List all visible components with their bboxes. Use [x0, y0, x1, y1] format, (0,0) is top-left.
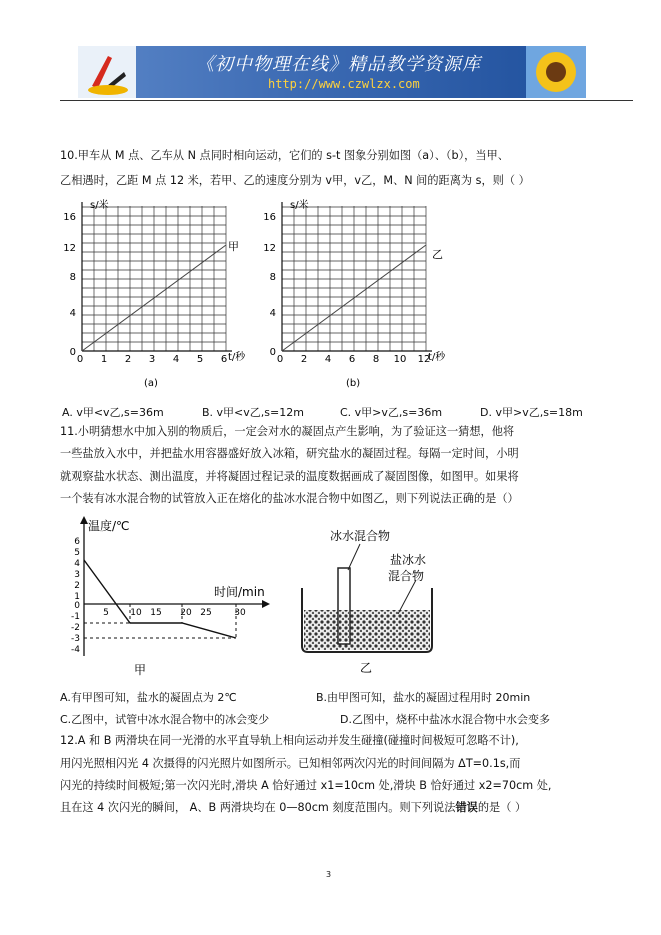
- xtick: 4: [324, 354, 332, 365]
- fig-jia-caption: 甲: [134, 663, 147, 677]
- q12-text-line4-start: 且在这 4 次闪光的瞬间， A、B 两滑块均在 0—80cm 刻度范围内。则下列说法: [60, 801, 456, 814]
- xtick: 8: [372, 354, 380, 365]
- xtick: 5: [103, 608, 109, 618]
- xtick: 6: [220, 354, 228, 365]
- q12-text-line2: 用闪光照相闪光 4 次摄得的闪光照片如图所示。已知相邻两次闪光的时间间隔为 ΔT=0.1s,而: [60, 757, 521, 770]
- ytick: -4: [71, 645, 80, 655]
- ytick: 2: [74, 581, 80, 591]
- graph-b-ylabel: s/米: [290, 200, 309, 211]
- xtick: 4: [172, 354, 180, 365]
- fig-yi-label1: 冰水混合物: [330, 529, 391, 543]
- q12-text-line3: 闪光的持续时间极短;第一次闪光时,滑块 A 恰好通过 x1=10cm 处,滑块 B 恰好通过 x2=70cm 处,: [60, 779, 552, 792]
- q11-option-b: B.由甲图可知，盐水的凝固过程用时 20min: [316, 691, 531, 704]
- q12-text-line4: [60, 801, 526, 815]
- ytick: 4: [269, 308, 276, 319]
- ytick: 1: [74, 592, 80, 602]
- ytick: 6: [74, 537, 80, 547]
- graph-a-xlabel: t/秒: [228, 352, 246, 363]
- fig-yi-caption: 乙: [360, 661, 373, 675]
- q11-option-a: A.有甲图可知，盐水的凝固点为 2℃: [60, 691, 237, 704]
- xtick: 5: [196, 354, 204, 365]
- ytick: 16: [263, 212, 276, 223]
- xtick: 25: [200, 608, 212, 618]
- sunflower-icon: [526, 46, 586, 98]
- q11-text-line2: 一些盐放入水中，并把盐水用容器盛好放入冰箱，研究盐水的凝固过程。每隔一定时间，小明: [60, 447, 519, 460]
- graph-b-series-label: 乙: [432, 248, 443, 261]
- figure-jia: [64, 514, 290, 678]
- ytick: 0: [74, 601, 80, 611]
- q10-option-c: C. v甲>v乙,s=36m: [340, 406, 443, 419]
- q10-option-a: A. v甲<v乙,s=36m: [62, 406, 164, 419]
- xtick: 2: [124, 354, 132, 365]
- xtick: 6: [348, 354, 356, 365]
- page-number: 3: [326, 870, 332, 879]
- q12-text-line4-end: 的是（ ）: [477, 801, 527, 814]
- xtick: 15: [150, 608, 162, 618]
- xtick: 2: [300, 354, 308, 365]
- graph-a-ylabel: s/米: [90, 200, 109, 211]
- xtick: 1: [100, 354, 108, 365]
- graph-a-caption: (a): [144, 378, 158, 389]
- q11-text-line3: 就观察盐水状态、测出温度，并将凝固过程记录的温度数据画成了凝固图像，如图甲。如果将: [60, 470, 519, 483]
- fig-yi-label2: 盐冰水: [390, 553, 427, 567]
- header-rule: [60, 100, 633, 101]
- ytick: 5: [74, 548, 80, 558]
- ytick: 3: [74, 570, 80, 580]
- q10-option-b: B. v甲<v乙,s=12m: [202, 406, 304, 419]
- xtick: 0: [76, 354, 84, 365]
- xtick: 10: [393, 354, 407, 365]
- ytick: 8: [69, 272, 76, 283]
- ytick: 8: [269, 272, 276, 283]
- banner-url[interactable]: http://www.czwlzx.com: [268, 77, 420, 91]
- ytick: 12: [263, 243, 276, 254]
- q11-option-d: D.乙图中，烧杯中盐冰水混合物中水会变多: [340, 713, 550, 726]
- q10-text-line1: 10.甲车从 M 点、乙车从 N 点同时相向运动，它们的 s-t 图象分别如图（a）、（b），当甲、: [60, 149, 509, 162]
- header-banner: [78, 46, 586, 98]
- xtick: 3: [148, 354, 156, 365]
- xtick: 12: [417, 354, 431, 365]
- q11-text-line1: 11.小明猜想水中加入别的物质后，一定会对水的凝固点产生影响，为了验证这一猜想，他将: [60, 425, 515, 438]
- ytick: 0: [269, 347, 276, 358]
- cooling-curve: [84, 560, 236, 638]
- ytick: -3: [71, 634, 80, 644]
- logo: [78, 46, 136, 98]
- fig-jia-xlabel: 时间/min: [214, 585, 265, 599]
- graph-b-caption: (b): [346, 378, 361, 389]
- xtick: 20: [180, 608, 192, 618]
- graph-b-xlabel: t/秒: [428, 352, 446, 363]
- ytick: 0: [69, 347, 76, 358]
- xtick: 10: [130, 608, 142, 618]
- figure-yi: [290, 518, 450, 678]
- q10-option-d: D. v甲>v乙,s=18m: [480, 406, 583, 419]
- ytick: 4: [69, 308, 76, 319]
- banner-title: 《初中物理在线》精品教学资源库: [196, 54, 481, 75]
- q12-emphasis: 错误: [455, 801, 478, 814]
- fig-yi-label3: 混合物: [388, 569, 425, 583]
- ytick: -2: [71, 623, 80, 633]
- ytick: 16: [63, 212, 76, 223]
- q12-text-line1: 12.A 和 B 两滑块在同一光滑的水平直导轨上相向运动并发生碰撞(碰撞时间极短可忽略不计),: [60, 734, 519, 747]
- xtick: 0: [276, 354, 284, 365]
- q10-text-line2: 乙相遇时，乙距 M 点 12 米，若甲、乙的速度分别为 v甲，v乙，M、N 间的距离为 s，则（ ）: [60, 174, 530, 187]
- graph-b: [262, 196, 462, 392]
- ytick: 12: [63, 243, 76, 254]
- ytick: -1: [71, 612, 80, 622]
- graph-a: [62, 196, 252, 392]
- fig-jia-ylabel: 温度/℃: [88, 519, 130, 533]
- q11-text-line4: 一个装有冰水混合物的试管放入正在熔化的盐冰水混合物中如图乙，则下列说法正确的是（）: [60, 492, 519, 505]
- graph-a-series-label: 甲: [228, 240, 239, 253]
- q11-option-c: C.乙图中，试管中冰水混合物中的冰会变少: [60, 713, 270, 726]
- xtick: 30: [234, 608, 246, 618]
- ytick: 4: [74, 559, 80, 569]
